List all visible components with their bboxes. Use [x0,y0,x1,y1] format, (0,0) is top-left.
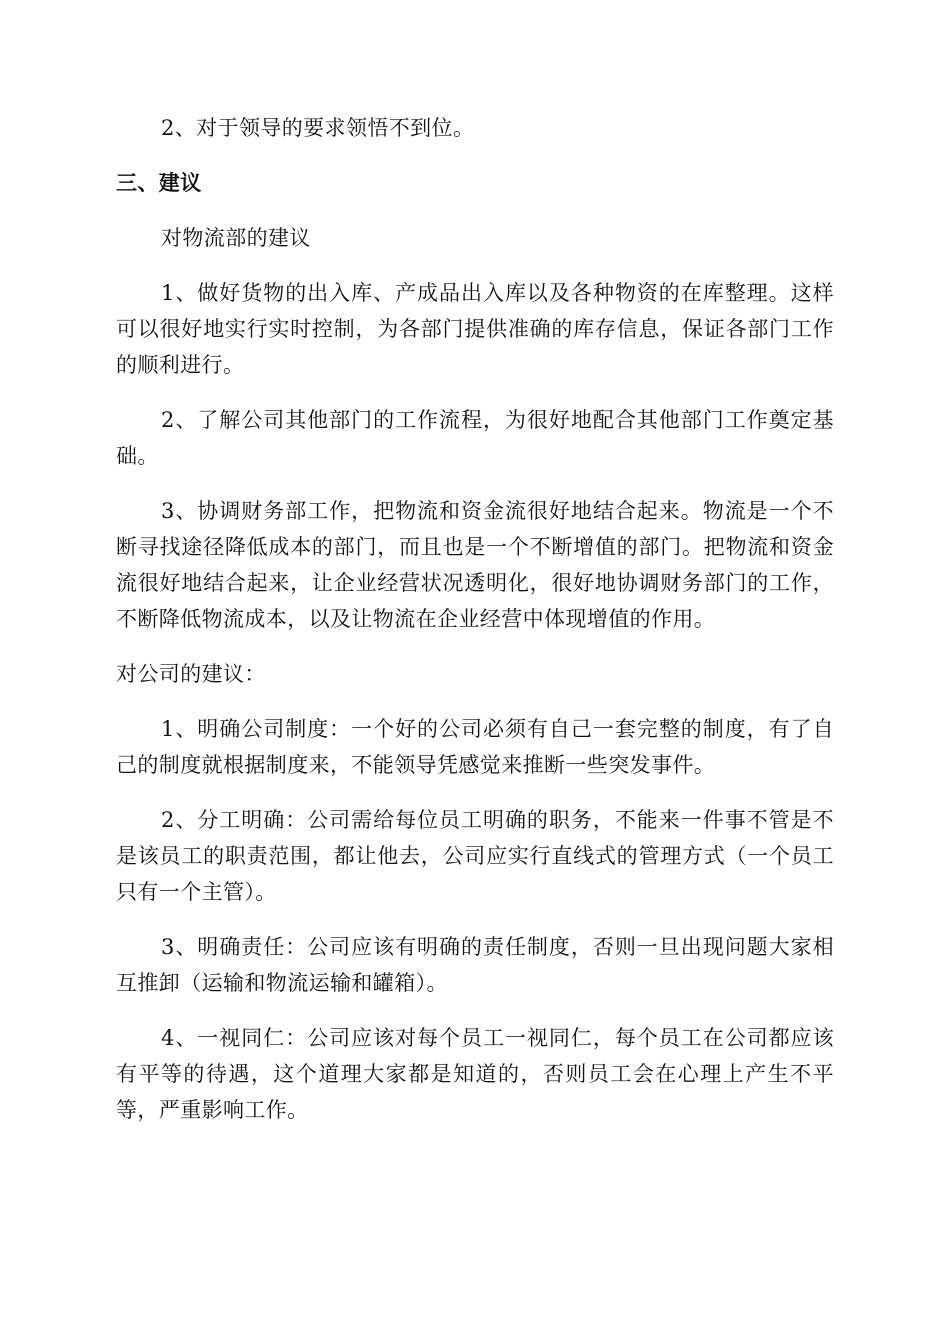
subheading-logistics-suggestions: 对物流部的建议 [161,226,311,250]
paragraph-company-2: 2、分工明确：公司需给每位员工明确的职务，不能来一件事不管是不是该员工的职责范围，都让他去，公司应实行直线式的管理方式（一个员工只有一个主管）。 [116,808,834,904]
section-heading-suggestions: 三、建议 [116,171,202,195]
document-page [116,110,834,1147]
paragraph-company-4: 4、一视同仁：公司应该对每个员工一视同仁，每个员工在公司都应该有平等的待遇，这个道理大家都是知道的，否则员工会在心理上产生不平等，严重影响工作。 [116,1026,834,1122]
paragraph-shortcoming-2: 2、对于领导的要求领悟不到位。 [161,116,475,140]
paragraph-company-1: 1、明确公司制度：一个好的公司必须有自己一套完整的制度，有了自己的制度就根据制度来，不能领导凭感觉来推断一些突发事件。 [116,717,834,777]
paragraph-company-3: 3、明确责任：公司应该有明确的责任制度，否则一旦出现问题大家相互推卸（运输和物流运输和罐箱）。 [116,935,834,995]
subheading-company-suggestions: 对公司的建议： [116,662,266,686]
paragraph-logistics-1: 1、做好货物的出入库、产成品出入库以及各种物资的在库整理。这样可以很好地实行实时控制，为各部门提供准确的库存信息，保证各部门工作的顺利进行。 [116,281,834,377]
paragraph-logistics-2: 2、了解公司其他部门的工作流程，为很好地配合其他部门工作奠定基础。 [116,408,834,468]
paragraph-logistics-3: 3、协调财务部工作，把物流和资金流很好地结合起来。物流是一个不断寻找途径降低成本的部门，而且也是一个不断增值的部门。把物流和资金流很好地结合起来，让企业经营状况透明化，很好地协调财务部门的工作，不断降低物流成本，以及让物流在企业经营中体现增值的作用。 [116,499,834,631]
